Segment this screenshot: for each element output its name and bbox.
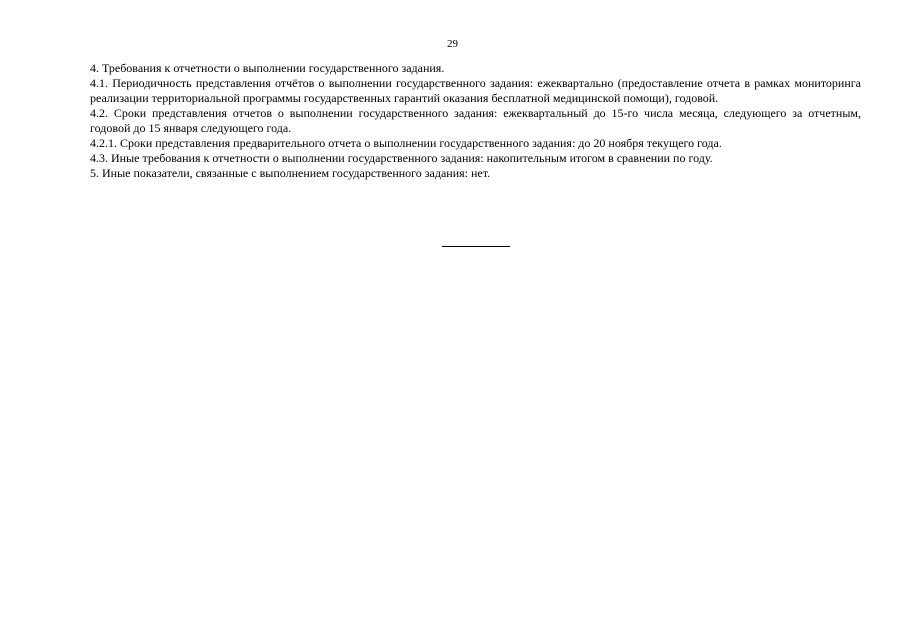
paragraph-4-2-1: 4.2.1. Сроки представления предварительного отчета о выполнении государственного задания: до 20 ноября текущего года. [90,136,722,150]
page-number: 29 [447,38,458,50]
document-body [90,61,861,181]
section-4-heading: 4. Требования к отчетности о выполнении государственного задания. [90,61,445,75]
end-of-document-rule [442,246,510,247]
paragraph-4-3: 4.3. Иные требования к отчетности о выполнении государственного задания: накопительным итогом в сравнении по году. [90,151,713,165]
paragraph-4-1: 4.1. Периодичность представления отчётов о выполнении государственного задания: ежеквартально (предоставление отчета в рамках мониторинга реализации территориальной программы государственных гарантий оказания бесплатной медицинской помощи), годовой. [90,76,861,105]
paragraph-4-2: 4.2. Сроки представления отчетов о выполнении государственного задания: ежеквартальный до 15-го числа месяца, следующего за отчетным, годовой до 15 января следующего года. [90,106,861,135]
section-5-paragraph: 5. Иные показатели, связанные с выполнением государственного задания: нет. [90,166,491,180]
